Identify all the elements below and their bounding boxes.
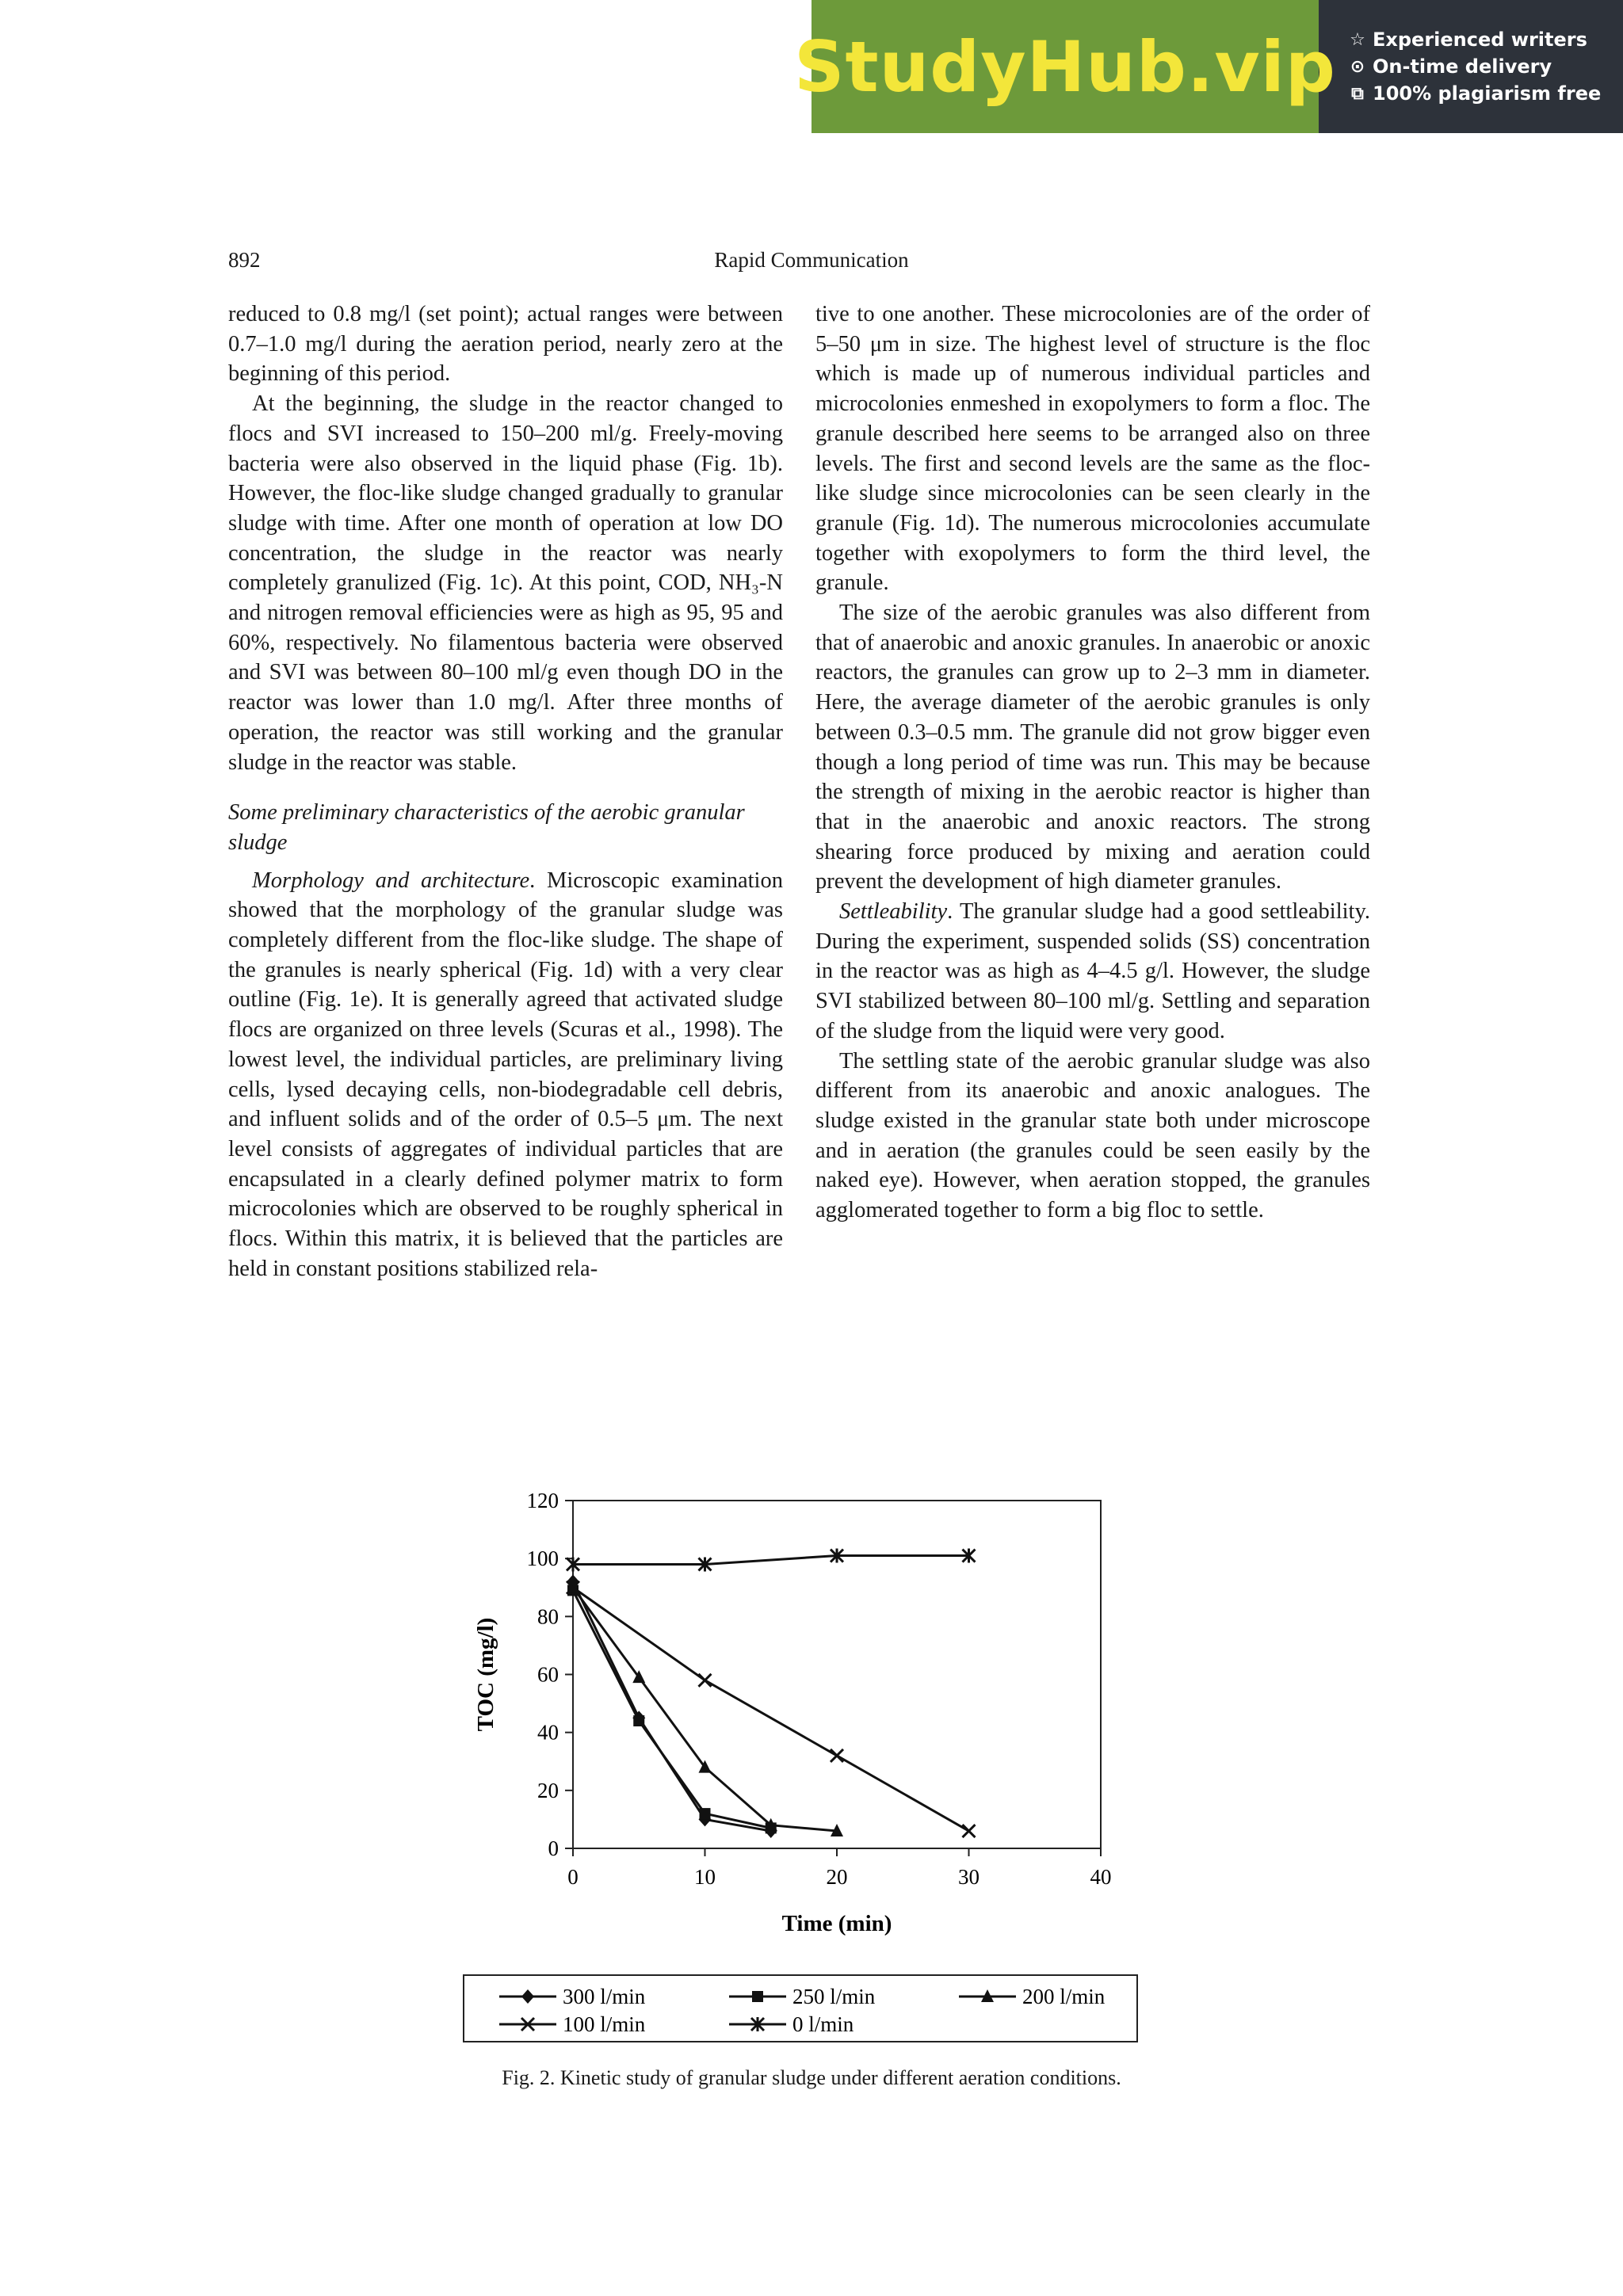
y-tick-label: 80 bbox=[537, 1604, 559, 1629]
data-point bbox=[963, 1825, 976, 1837]
legend-label: 200 l/min bbox=[1022, 1985, 1106, 2008]
run-in-heading: Settleability bbox=[839, 899, 948, 925]
data-point bbox=[831, 1749, 843, 1762]
feature-item bbox=[1349, 29, 1623, 51]
right-column bbox=[815, 299, 1370, 1226]
legend-label: 100 l/min bbox=[563, 2012, 646, 2036]
brand-name: StudyHub.vip bbox=[794, 25, 1336, 108]
legend-entry bbox=[499, 1985, 646, 2008]
series-300-l-min bbox=[567, 1574, 777, 1838]
feature-list bbox=[1319, 0, 1623, 133]
clock-icon: ⊙ bbox=[1350, 56, 1365, 77]
feature-label: On-time delivery bbox=[1373, 55, 1552, 78]
data-point bbox=[699, 1674, 712, 1687]
paragraph-text: . The granular sludge had a good settleability. During the experiment, suspended solids (SS) concentration in the reactor was as high as 4–4.5 g/l. However, the sludge SVI stabilized between 80–100 ml/g. Settling and separation of the sludge from the liquid were very good. bbox=[815, 899, 1370, 1043]
y-tick-label: 40 bbox=[537, 1720, 559, 1745]
legend-label: 250 l/min bbox=[792, 1985, 876, 2008]
figure-caption: Fig. 2. Kinetic study of granular sludge under different aeration conditions. bbox=[502, 2066, 1121, 2089]
x-tick-label: 10 bbox=[694, 1865, 716, 1889]
toc-kinetics-chart bbox=[444, 1474, 1157, 2052]
y-tick-label: 100 bbox=[526, 1547, 559, 1571]
brand-logo[interactable] bbox=[794, 0, 1336, 133]
series-0-l-min bbox=[567, 1549, 976, 1572]
left-column bbox=[228, 299, 783, 1284]
paragraph bbox=[815, 897, 1370, 1047]
legend-label: 300 l/min bbox=[563, 1985, 646, 2008]
data-point bbox=[633, 1715, 644, 1726]
copy-check-icon: ⧉ bbox=[1351, 83, 1364, 104]
feature-label: 100% plagiarism free bbox=[1373, 82, 1602, 105]
paragraph: tive to one another. These microcolonies are of the order of 5–50 μm in size. The highest level of structure is the floc which is made up of numerous individual particles and microcolonies enmeshed in exopolymers to form a floc. The granule described here seems to be arranged also on three levels. The first and second levels are the same as the floc-like sludge since microcolonies can be seen clearly in the granule (Fig. 1d). The numerous microcolonies accumulate together with exopolymers to form the third level, the granule. bbox=[815, 302, 1370, 596]
paragraph-text: . Microscopic examination showed that the morphology of the granular sludge was completely different from the floc-like sludge. The shape of the granules is nearly spherical (Fig. 1d) with a very clear outline (Fig. 1e). It is generally agreed that activated sludge flocs are organized on three levels (Scuras et al., 1998). The lowest level, the individual particles, are preliminary living cells, lysed decaying cells, non-biodegradable cell debris, and influent solids and of the order of 0.5–5 μm. The next level consists of aggregates of individual particles that are encapsulated in a clearly defined polymer matrix to form microcolonies which are observed to be roughly spherical in flocs. Within this matrix, it is believed that the particles are held in constant positions stabilized rela- bbox=[228, 868, 783, 1281]
x-tick-label: 30 bbox=[958, 1865, 980, 1889]
feature-label: Experienced writers bbox=[1373, 29, 1587, 51]
series-line bbox=[573, 1556, 969, 1565]
promo-banner[interactable] bbox=[794, 0, 1623, 133]
y-tick-label: 60 bbox=[537, 1662, 559, 1687]
paragraph: reduced to 0.8 mg/l (set point); actual ranges were between 0.7–1.0 mg/l during the aeration period, nearly zero at the beginning of this period. bbox=[228, 302, 783, 387]
y-tick-label: 0 bbox=[548, 1836, 559, 1860]
data-point bbox=[521, 1989, 534, 2004]
feature-item bbox=[1349, 82, 1623, 105]
running-head: Rapid Communication bbox=[714, 248, 909, 272]
paragraph: At the beginning, the sludge in the reactor changed to flocs and SVI increased to 150–200 ml/g. Freely-moving bacteria were also observed in the liquid phase (Fig. 1b). However, the floc-like sludge changed gradually to granular sludge with time. After one month of operation at low DO concentration, the sludge in the reactor was nearly completely granulized (Fig. 1c). At this point, COD, NH₃-N and nitrogen removal efficiencies were as high as 95, 95 and 60%, respectively. No filamentous bacteria were observed and SVI was between 80–100 ml/g even though DO in the reactor was lower than 1.0 mg/l. After three months of operation, the reactor was still working and the granular sludge in the reactor was stable. bbox=[228, 391, 783, 775]
legend-entry bbox=[959, 1985, 1106, 2008]
legend-label: 0 l/min bbox=[792, 2012, 854, 2036]
series-line bbox=[573, 1581, 771, 1831]
x-axis-label: Time (min) bbox=[781, 1911, 892, 1936]
paragraph: The size of the aerobic granules was also different from that of anaerobic and anoxic granules. In anaerobic or anoxic reactors, the granules can grow up to 2–3 mm in diameter. Here, the average diameter of the aerobic granules is only between 0.3–0.5 mm. The granule did not grow bigger even though a long period of time was run. This may be because the strength of mixing in the aerobic reactor is higher than that in the anaerobic and anoxic reactors. The strong shearing force produced by mixing and aeration could prevent the development of high diameter granules. bbox=[815, 601, 1370, 894]
section-heading: Some preliminary characteristics of the aerobic granular sludge bbox=[228, 800, 745, 855]
series-line bbox=[573, 1588, 837, 1831]
data-point bbox=[752, 1991, 763, 2002]
feature-item bbox=[1349, 55, 1623, 78]
series-100-l-min bbox=[567, 1581, 976, 1837]
paragraph: The settling state of the aerobic granular sludge was also different from its anaerobic and anoxic analogues. The sludge existed in the granular state both under microscope and in aeration (the granules could be seen easily by the naked eye). However, when aeration stopped, the granules agglomerated together to form a big floc to settle. bbox=[815, 1048, 1370, 1223]
run-in-heading: Morphology and architecture bbox=[252, 868, 530, 893]
x-tick-label: 0 bbox=[567, 1865, 579, 1889]
x-tick-label: 40 bbox=[1090, 1865, 1112, 1889]
data-point bbox=[700, 1808, 711, 1819]
legend-entry bbox=[729, 1985, 876, 2008]
y-tick-label: 120 bbox=[526, 1489, 559, 1512]
paragraph bbox=[228, 866, 783, 1284]
y-axis-label: TOC (mg/l) bbox=[473, 1617, 498, 1732]
series-200-l-min bbox=[567, 1581, 843, 1836]
legend-entry bbox=[499, 2012, 646, 2036]
y-tick-label: 20 bbox=[537, 1778, 559, 1802]
x-tick-label: 20 bbox=[826, 1865, 848, 1889]
page-number: 892 bbox=[228, 248, 261, 272]
star-outline-icon: ☆ bbox=[1350, 29, 1365, 50]
legend-entry bbox=[729, 2012, 854, 2036]
